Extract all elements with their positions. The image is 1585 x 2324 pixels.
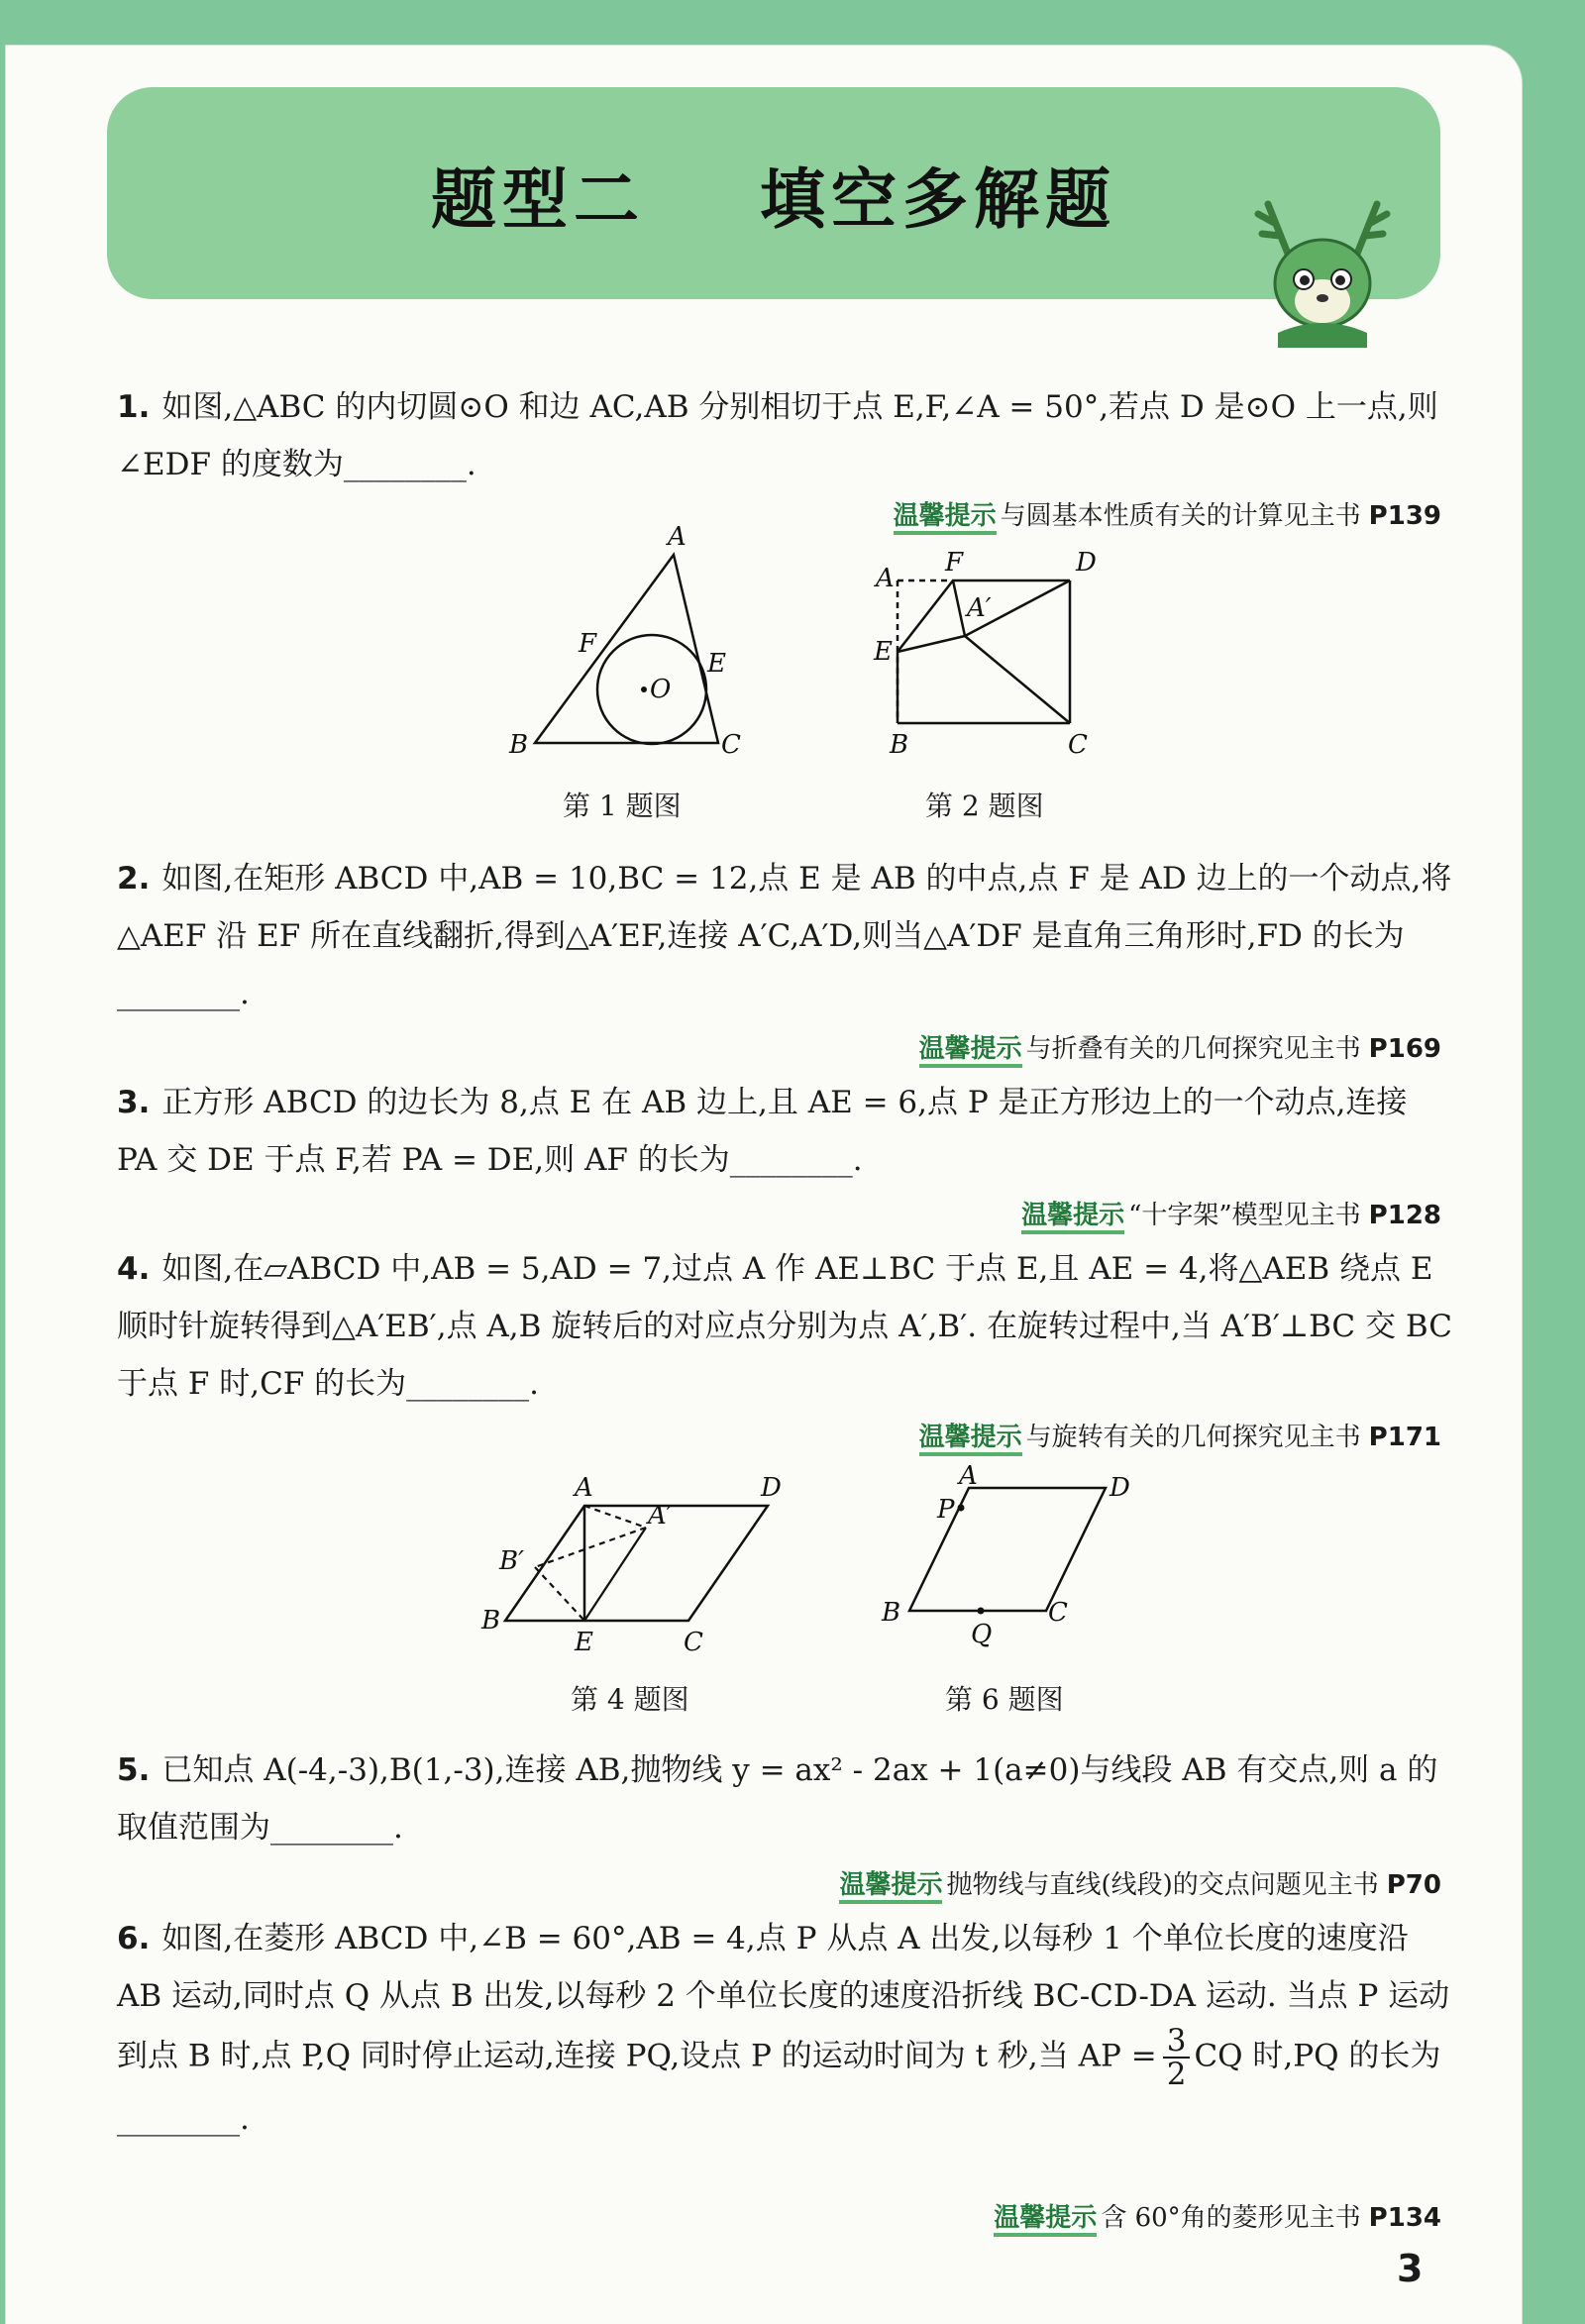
label-q: Q bbox=[971, 1620, 993, 1649]
hint-tag: 温馨提示 bbox=[919, 1034, 1022, 1068]
figure-6-caption: 第 6 题图 bbox=[945, 1683, 1064, 1716]
label-f: F bbox=[579, 629, 597, 659]
fraction-denominator: 2 bbox=[1166, 2057, 1187, 2092]
label-c: C bbox=[684, 1628, 703, 1657]
label-e: E bbox=[707, 649, 726, 679]
question-text: 如图,在矩形 ABCD 中,AB = 10,BC = 12,点 E 是 AB 的中点,点 F 是 AD 边上的一个动点,将△AEF 沿 EF 所在直线翻折,得到△A′EF,连接 A′C,A′D,则当△A′DF 是直角三角形时,FD 的长为________. bbox=[117, 861, 1452, 1011]
label-o: O bbox=[650, 675, 672, 704]
question-number: 5. bbox=[117, 1752, 151, 1788]
hint-text: 含 60°角的菱形见主书 bbox=[1101, 2203, 1361, 2233]
dashed-a1b1 bbox=[535, 1528, 646, 1567]
label-c: C bbox=[1048, 1598, 1068, 1628]
page-title: 题型二 填空多解题 bbox=[431, 160, 1116, 238]
figure-4 bbox=[476, 1466, 802, 1664]
question-text-tail: CQ 时,PQ 的长为________. bbox=[117, 2038, 1441, 2137]
fold-fa1 bbox=[953, 581, 965, 636]
label-a: A bbox=[876, 564, 895, 593]
hint-1 bbox=[894, 495, 1441, 532]
fraction-numerator: 3 bbox=[1163, 2025, 1191, 2059]
question-2 bbox=[117, 850, 1454, 1022]
label-f: F bbox=[945, 548, 964, 578]
label-e: E bbox=[874, 637, 893, 667]
label-p: P bbox=[937, 1495, 955, 1525]
label-a: A bbox=[959, 1461, 978, 1491]
question-text: 如图,△ABC 的内切圆⊙O 和边 AC,AB 分别相切于点 E,F,∠A = 50°,若点 D 是⊙O 上一点,则∠EDF 的度数为________. bbox=[117, 389, 1438, 482]
question-number: 4. bbox=[117, 1251, 151, 1287]
question-number: 3. bbox=[117, 1085, 151, 1120]
hint-tag: 温馨提示 bbox=[994, 2203, 1097, 2237]
label-c: C bbox=[1068, 730, 1088, 760]
hint-page: P139 bbox=[1368, 501, 1441, 531]
hint-page: P169 bbox=[1368, 1034, 1441, 1064]
label-a-prime: A′ bbox=[967, 593, 992, 623]
hint-page: P128 bbox=[1368, 1201, 1441, 1230]
hint-page: P134 bbox=[1368, 2203, 1441, 2233]
hint-6 bbox=[994, 2197, 1441, 2234]
hint-text: 与旋转有关的几何探究见主书 bbox=[1025, 1423, 1361, 1452]
figure-2-caption: 第 2 题图 bbox=[925, 790, 1044, 822]
point-q bbox=[978, 1608, 985, 1615]
hint-tag: 温馨提示 bbox=[1021, 1201, 1124, 1234]
hint-tag: 温馨提示 bbox=[894, 501, 997, 535]
question-text: 正方形 ABCD 的边长为 8,点 E 在 AB 边上,且 AE = 6,点 P 是正方形边上的一个动点,连接 PA 交 DE 于点 F,若 PA = DE,则 AF 的长为________. bbox=[117, 1085, 1408, 1178]
hint-4 bbox=[919, 1417, 1441, 1453]
figure-2 bbox=[862, 545, 1119, 773]
label-b: B bbox=[882, 1598, 901, 1628]
dashed-aa1 bbox=[584, 1506, 646, 1528]
center-o-point bbox=[641, 687, 647, 692]
label-b-prime: B′ bbox=[499, 1546, 525, 1576]
hint-text: 与圆基本性质有关的计算见主书 bbox=[1000, 501, 1361, 531]
figure-1 bbox=[495, 515, 753, 763]
hint-page: P171 bbox=[1368, 1423, 1441, 1452]
question-number: 6. bbox=[117, 1921, 151, 1956]
hint-text: “十字架”模型见主书 bbox=[1128, 1201, 1361, 1230]
hint-text: 与折叠有关的几何探究见主书 bbox=[1025, 1034, 1361, 1064]
deer-mascot-icon bbox=[1238, 184, 1407, 353]
question-number: 1. bbox=[117, 389, 151, 425]
question-text: 已知点 A(-4,-3),B(1,-3),连接 AB,抛物线 y = ax² - 2ax + 1(a≠0)与线段 AB 有交点,则 a 的取值范围为________. bbox=[117, 1752, 1438, 1846]
segment-ea1 bbox=[584, 1528, 646, 1621]
figure-1-caption: 第 1 题图 bbox=[563, 790, 682, 822]
label-b: B bbox=[890, 730, 909, 760]
hint-5 bbox=[839, 1864, 1441, 1901]
question-4 bbox=[117, 1240, 1454, 1413]
label-a-prime: A′ bbox=[648, 1501, 673, 1531]
label-d: D bbox=[1110, 1473, 1130, 1503]
question-3 bbox=[117, 1074, 1454, 1189]
hint-text: 抛物线与直线(线段)的交点问题见主书 bbox=[946, 1870, 1379, 1900]
parallelogram-abcd bbox=[505, 1506, 768, 1621]
question-number: 2. bbox=[117, 861, 151, 897]
label-d: D bbox=[761, 1473, 782, 1503]
fraction bbox=[1163, 2025, 1191, 2090]
point-p bbox=[958, 1505, 965, 1512]
label-a: A bbox=[668, 522, 687, 552]
figure-6 bbox=[872, 1461, 1139, 1664]
label-a: A bbox=[575, 1473, 593, 1503]
hint-3 bbox=[1021, 1195, 1441, 1231]
question-5 bbox=[117, 1742, 1454, 1856]
question-text: 如图,在菱形 ABCD 中,∠B = 60°,AB = 4,点 P 从点 A 出发,以每秒 1 个单位长度的速度沿 AB 运动,同时点 Q 从点 B 出发,以每秒 2 个单位长度的速度沿折线 BC-CD-DA 运动. 当点 P 运动到点 B 时,点 P,Q 同时停止运动,连接 PQ,设点 P 的运动时间为 t 秒,当 AP = bbox=[117, 1921, 1450, 2074]
triangle-abc bbox=[535, 555, 718, 743]
hint-tag: 温馨提示 bbox=[919, 1423, 1022, 1456]
question-6 bbox=[117, 1910, 1454, 2148]
label-e: E bbox=[575, 1628, 593, 1657]
question-1 bbox=[117, 378, 1454, 493]
label-b: B bbox=[509, 730, 529, 760]
dashed-b1e bbox=[535, 1567, 584, 1621]
question-text: 如图,在▱ABCD 中,AB = 5,AD = 7,过点 A 作 AE⊥BC 于点 E,且 AE = 4,将△AEB 绕点 E 顺时针旋转得到△A′EB′,点 A,B 旋转后的对应点分别为点 A′,B′. 在旋转过程中,当 A′B′⊥BC 交 BC 于点 F 时,CF 的长为________. bbox=[117, 1251, 1452, 1402]
segment-a1c bbox=[965, 636, 1070, 723]
hint-page: P70 bbox=[1386, 1870, 1441, 1900]
hint-tag: 温馨提示 bbox=[839, 1870, 942, 1904]
page-number: 3 bbox=[1397, 2247, 1424, 2290]
label-c: C bbox=[721, 730, 741, 760]
hint-2 bbox=[919, 1028, 1441, 1065]
label-d: D bbox=[1076, 548, 1097, 578]
figure-4-caption: 第 4 题图 bbox=[571, 1683, 689, 1716]
label-b: B bbox=[481, 1606, 501, 1636]
